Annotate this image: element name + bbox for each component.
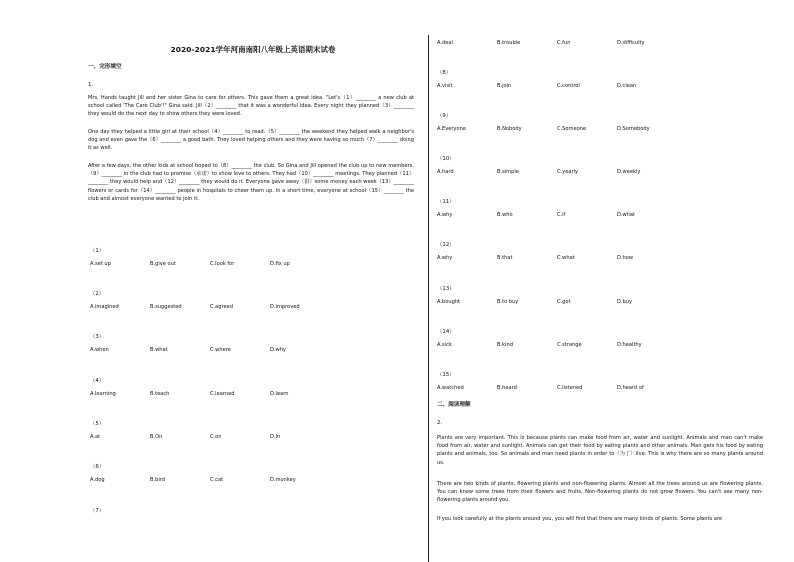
subquestion-number: （8） (437, 70, 452, 76)
option-c[interactable]: C.Someone (557, 126, 587, 132)
option-row (90, 347, 330, 353)
subquestion-number: （6） (90, 464, 105, 470)
option-b[interactable]: B.trouble (497, 40, 521, 46)
option-row (437, 299, 677, 305)
option-c[interactable]: C.listened (557, 385, 583, 391)
option-d[interactable]: D.learn (270, 391, 289, 397)
reading-paragraph-1: Plants are very important. This is because plants can make food from air, water and sunlight. Animals and man can't make food from air, water and sunlight. Animals can get their food by eating plants and other animals. Man gets his food by eating plants and animals, too. So animals and man need plants in order to（为了）live. This is why there are so many plants around us. (437, 435, 763, 466)
passage-paragraph-2: One day they helped a little girl at their school（4）________ to read.（5）________ the weekend they helped walk a neighbor's dog and even gave the（6）________ a good bath. They loved helping others and they were having so much（7）________ doing it as well. (88, 129, 414, 152)
subquestion-number: （10） (437, 156, 455, 162)
option-a[interactable]: A.why (437, 212, 453, 218)
option-a[interactable]: A.Everyone (437, 126, 466, 132)
option-b[interactable]: B.suggested (150, 304, 182, 310)
option-c[interactable]: C.control (557, 83, 580, 89)
section-cloze-heading: 一、完形填空 (88, 64, 122, 70)
subquestion-number: （7） (90, 508, 105, 514)
subquestion-number: （11） (437, 199, 455, 205)
option-d[interactable]: D.healthy (617, 342, 642, 348)
question-number: 2. (437, 420, 443, 426)
option-c[interactable]: C.got (557, 299, 571, 305)
reading-paragraph-3: If you look carefully at the plants around you, you will find that there are many kinds of plants. Some plants are (437, 516, 722, 522)
option-c[interactable]: C.agreed (210, 304, 234, 310)
subquestion-number: （4） (90, 378, 105, 384)
question-number: 1. (88, 82, 94, 88)
option-b[interactable]: B.give out (150, 261, 176, 267)
option-b[interactable]: B.what (150, 347, 168, 353)
option-row (437, 385, 677, 391)
option-a[interactable]: A.visit (437, 83, 453, 89)
option-c[interactable]: C.fun (557, 40, 571, 46)
option-row (90, 434, 330, 440)
option-b[interactable]: B.join (497, 83, 512, 89)
option-b[interactable]: B.to buy (497, 299, 519, 305)
subquestion-number: （14） (437, 329, 455, 335)
option-row (437, 126, 677, 132)
passage-paragraph-1: Mrs. Hands taught Jill and her sister Gina to care for others. This gave them a great idea. "Let's（1）________ a new club at school called 'The Care Club'!" Gina said. Jill（2）________ that it was a wonderful idea. Every night they planned（3）________ they would do the next day to show others they were loved. (88, 95, 414, 118)
option-d[interactable]: D.how (617, 255, 634, 261)
option-b[interactable]: B.bird (150, 477, 166, 483)
subquestion-number: （5） (90, 421, 105, 427)
option-c[interactable]: C.learned (210, 391, 235, 397)
option-a[interactable]: A.hard (437, 169, 454, 175)
option-d[interactable]: D.what (617, 212, 636, 218)
option-a[interactable]: A.sick (437, 342, 452, 348)
option-row (90, 261, 330, 267)
option-c[interactable]: C.strange (557, 342, 582, 348)
option-d[interactable]: D.fix up (270, 261, 290, 267)
option-b[interactable]: B.Nobody (497, 126, 522, 132)
column-divider (428, 35, 429, 562)
option-a[interactable]: A.at (90, 434, 101, 440)
option-d[interactable]: D.heard of (617, 385, 644, 391)
option-c[interactable]: C.on (210, 434, 222, 440)
option-b[interactable]: B.that (497, 255, 513, 261)
option-d[interactable]: D.In (270, 434, 281, 440)
option-d[interactable]: D.improved (270, 304, 300, 310)
option-b[interactable]: B.who (497, 212, 513, 218)
option-a[interactable]: A.why (437, 255, 453, 261)
subquestion-number: （9） (437, 113, 452, 119)
option-d[interactable]: D.buy (617, 299, 633, 305)
option-d[interactable]: D.why (270, 347, 286, 353)
option-a[interactable]: A.bought (437, 299, 461, 305)
option-c[interactable]: C.look for (210, 261, 235, 267)
option-d[interactable]: D.Somebody (617, 126, 650, 132)
option-d[interactable]: D.clean (617, 83, 637, 89)
exam-title: 2020-2021学年河南南阳八年级上英语期末试卷 (170, 45, 336, 54)
option-a[interactable]: A.watched (437, 385, 464, 391)
option-c[interactable]: C.yearly (557, 169, 578, 175)
option-c[interactable]: C.what (557, 255, 575, 261)
option-d[interactable]: D.difficulty (617, 40, 645, 46)
section-reading-heading: 二、阅读理解 (437, 402, 471, 408)
option-a[interactable]: A.set up (90, 261, 111, 267)
option-b[interactable]: B.heard (497, 385, 517, 391)
option-b[interactable]: B.teach (150, 391, 170, 397)
reading-paragraph-2: There are two kinds of plants, flowering plants and non-flowering plants. Almost all the trees around us are flowering plants. You can know some trees from their flowers and fruits. Non-flowering plants do not grow flowers. You can't see many non-flowering plants around you. (437, 481, 763, 504)
option-c[interactable]: C.if (557, 212, 566, 218)
subquestion-number: （1） (90, 248, 105, 254)
subquestion-number: （15） (437, 372, 455, 378)
option-a[interactable]: A.when (90, 347, 109, 353)
option-c[interactable]: C.where (210, 347, 231, 353)
option-row (437, 40, 677, 46)
option-row (437, 212, 677, 218)
option-c[interactable]: C.cat (210, 477, 224, 483)
option-a[interactable]: A.deal (437, 40, 453, 46)
option-d[interactable]: D.monkey (270, 477, 296, 483)
option-row (437, 169, 677, 175)
option-b[interactable]: B.On (150, 434, 163, 440)
subquestion-number: （2） (90, 291, 105, 297)
option-a[interactable]: A.learning (90, 391, 116, 397)
option-b[interactable]: B.simple (497, 169, 519, 175)
option-a[interactable]: A.imagined (90, 304, 119, 310)
option-row (90, 391, 330, 397)
option-row (90, 477, 330, 483)
option-d[interactable]: D.weekly (617, 169, 641, 175)
option-row (437, 255, 677, 261)
option-row (90, 304, 330, 310)
option-row (437, 83, 677, 89)
subquestion-number: （13） (437, 286, 455, 292)
option-b[interactable]: B.kind (497, 342, 513, 348)
option-row (437, 342, 677, 348)
passage-paragraph-3: After a few days, the other kids at school hoped to（8）________ the club. So Gina and Jill opened the club up to new members.（9）________ in the club had to promise（承诺）to show love to others. They had（10）________ meetings. They planned（11）________ they would help and（12）________ they would do it. Everyone gave away（捐）some money each week（13）________ flowers or cards for（14）________ people in hospitals to cheer them up. In a short time, everyone at school（15）________ the club and almost everyone wanted to join it. (88, 163, 414, 202)
subquestion-number: （12） (437, 242, 455, 248)
option-a[interactable]: A.dog (90, 477, 105, 483)
subquestion-number: （3） (90, 334, 105, 340)
